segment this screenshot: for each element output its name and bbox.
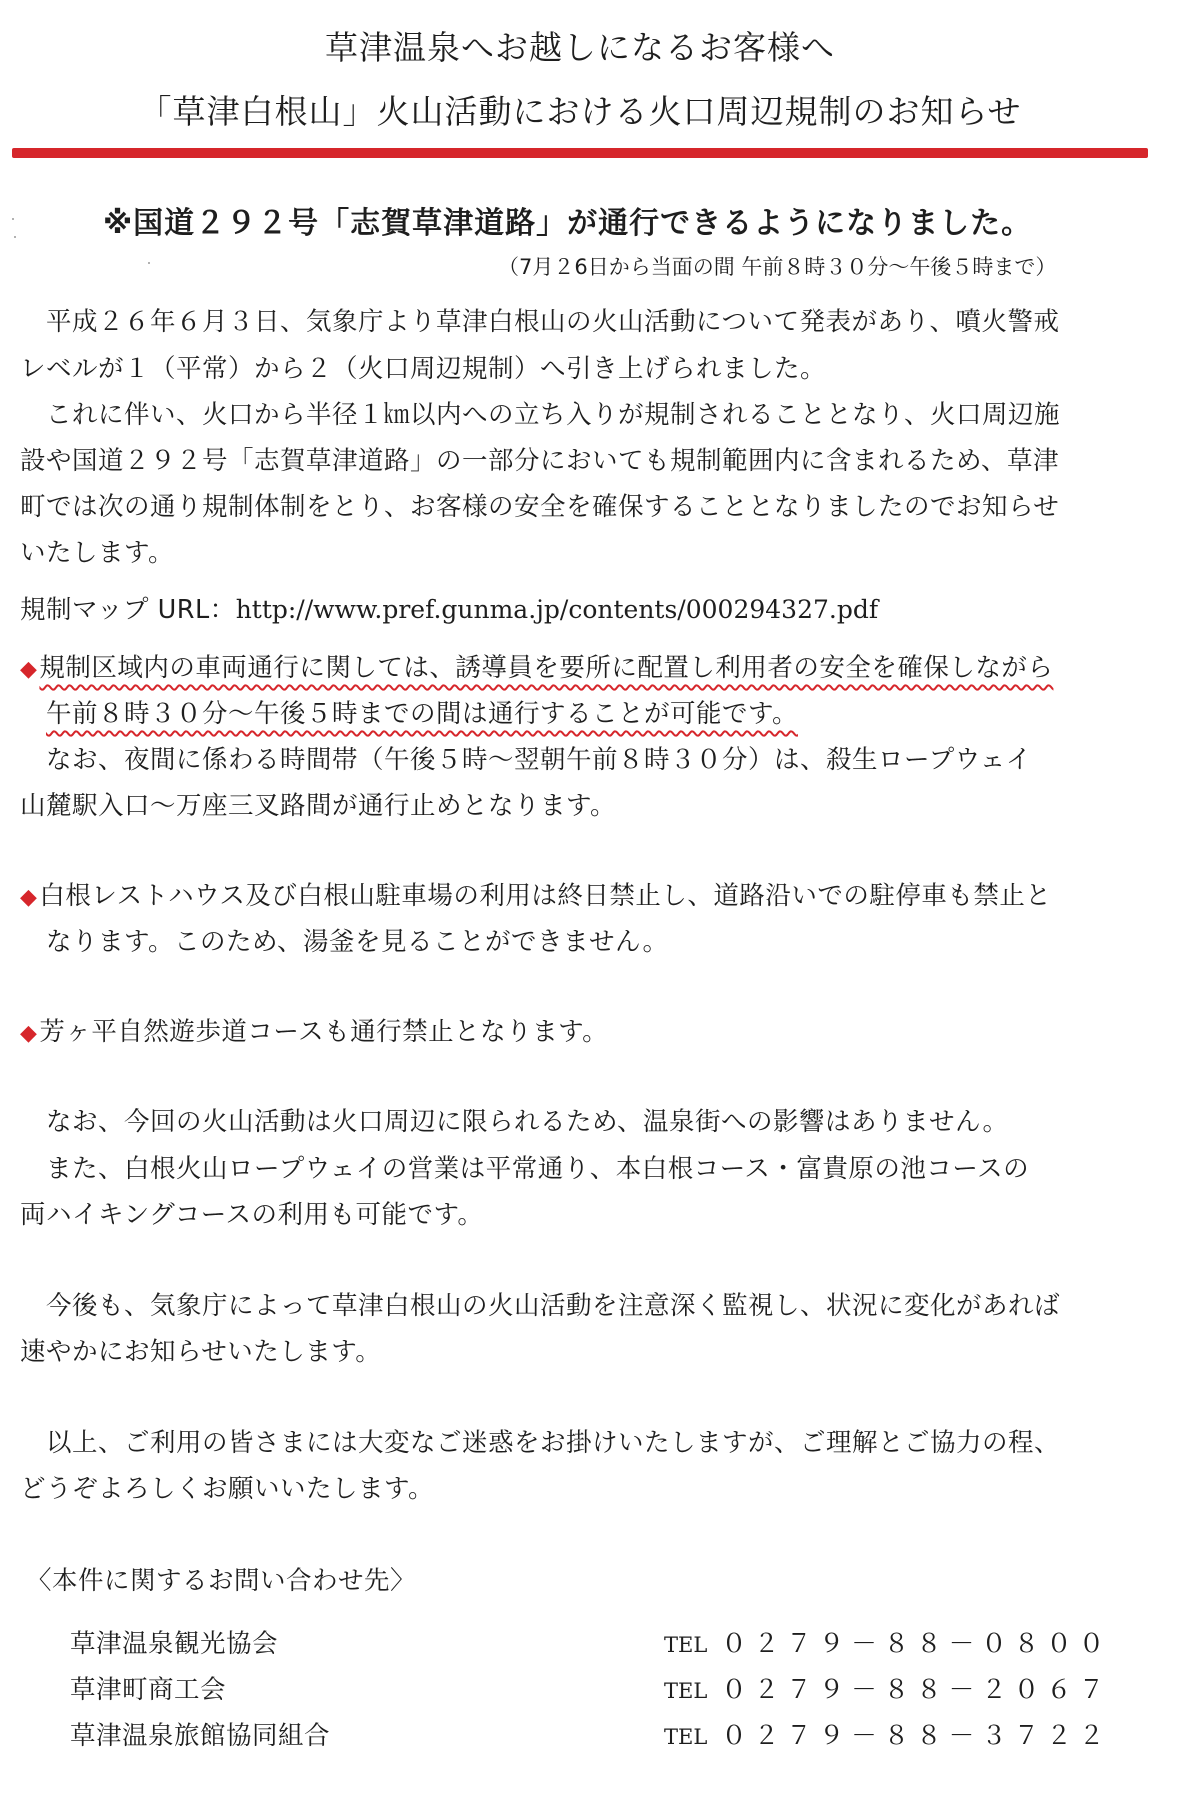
paragraph-line: 両ハイキングコースの利用も可能です。	[20, 1200, 484, 1230]
map-url-line	[20, 597, 1165, 624]
bullet-line	[20, 653, 1165, 683]
paragraph-line: 平成２６年６月３日、気象庁より草津白根山の火山活動について発表があり、噴火警戒	[46, 307, 1060, 337]
paragraph-line: 速やかにお知らせいたします。	[20, 1337, 382, 1367]
phone-number: ０２７９－８８－０８００	[721, 1629, 1112, 1659]
scan-speck	[12, 218, 14, 220]
phone-number: ０２７９－８８－２０６７	[721, 1675, 1112, 1705]
scan-speck	[14, 236, 16, 238]
red-divider	[12, 148, 1148, 158]
paragraph-line: なお、夜間に係わる時間帯（午後５時～翌朝午前８時３０分）は、殺生ロープウェイ	[46, 745, 1032, 775]
contact-phone	[664, 1716, 1111, 1752]
bullet-line	[20, 881, 1165, 911]
contacts-heading: 〈本件に関するお問い合わせ先〉	[26, 1566, 417, 1596]
notice-title: 草津温泉へお越しになるお客様へ	[325, 28, 835, 67]
bullet-text: 白根レストハウス及び白根山駐車場の利用は終日禁止し、道路沿いでの駐停車も禁止と	[39, 881, 1052, 911]
paragraph-line: 山麓駅入口～万座三叉路間が通行止めとなります。	[20, 791, 616, 821]
tel-label: TEL	[664, 1633, 708, 1657]
paragraph-line: レベルが１（平常）から２（火口周辺規制）へ引き上げられました。	[20, 354, 827, 384]
contact-name: 草津温泉観光協会	[70, 1629, 279, 1659]
scan-speck	[148, 262, 150, 264]
bullet-line	[20, 1017, 1165, 1047]
paragraph-line: なります。このため、湯釜を見ることができません。	[46, 927, 669, 957]
red-diamond-icon: ◆	[20, 1021, 38, 1046]
reopening-hours: （7月２6日から当面の間 午前８時３０分～午後５時まで）	[498, 255, 1057, 279]
notice-subject: 「草津白根山」火山活動における火口周辺規制のお知らせ	[138, 92, 1022, 131]
bullet-text: 午前８時３０分～午後５時までの間は通行することが可能です。	[46, 699, 798, 729]
paragraph-line: いたします。	[20, 538, 174, 568]
bullet-line	[46, 699, 1191, 729]
paragraph-line: これに伴い、火口から半径１㎞以内への立ち入りが規制されることとなり、火口周辺施	[46, 400, 1061, 430]
contact-phone	[664, 1670, 1111, 1706]
reopening-headline: ※国道２９２号「志賀草津道路」が通行できるようになりました。	[103, 206, 1033, 241]
paragraph-line: 今後も、気象庁によって草津白根山の火山活動を注意深く監視し、状況に変化があれば	[46, 1291, 1061, 1321]
paragraph-line: 以上、ご利用の皆さまには大変なご迷惑をお掛けいたしますが、ご理解とご協力の程、	[46, 1428, 1061, 1458]
paragraph-line: また、白根火山ロープウェイの営業は平常通り、本白根コース・富貴原の池コースの	[46, 1154, 1030, 1184]
red-diamond-icon: ◆	[20, 885, 38, 910]
contact-name: 草津温泉旅館協同組合	[70, 1721, 331, 1751]
contact-phone	[664, 1624, 1111, 1660]
tel-label: TEL	[664, 1679, 708, 1703]
map-url-link[interactable]: http://www.pref.gunma.jp/contents/000294327.pdf	[235, 595, 879, 624]
red-diamond-icon: ◆	[20, 657, 38, 682]
bullet-text: 芳ヶ平自然遊歩道コースも通行禁止となります。	[39, 1017, 609, 1047]
tel-label: TEL	[664, 1725, 708, 1749]
phone-number: ０２７９－８８－３７２２	[721, 1721, 1112, 1751]
paragraph-line: 町では次の通り規制体制をとり、お客様の安全を確保することとなりましたのでお知らせ	[20, 492, 1060, 522]
map-url-label: 規制マップ URL：	[20, 595, 236, 625]
paragraph-line: なお、今回の火山活動は火口周辺に限られるため、温泉街への影響はありません。	[46, 1107, 1009, 1137]
paragraph-line: どうぞよろしくお願いいたします。	[20, 1474, 434, 1504]
paragraph-line: 設や国道２９２号「志賀草津道路」の一部分においても規制範囲内に含まれるため、草津	[20, 446, 1059, 476]
contact-name: 草津町商工会	[70, 1675, 227, 1705]
bullet-text: 規制区域内の車両通行に関しては、誘導員を要所に配置し利用者の安全を確保しながら	[39, 653, 1054, 683]
